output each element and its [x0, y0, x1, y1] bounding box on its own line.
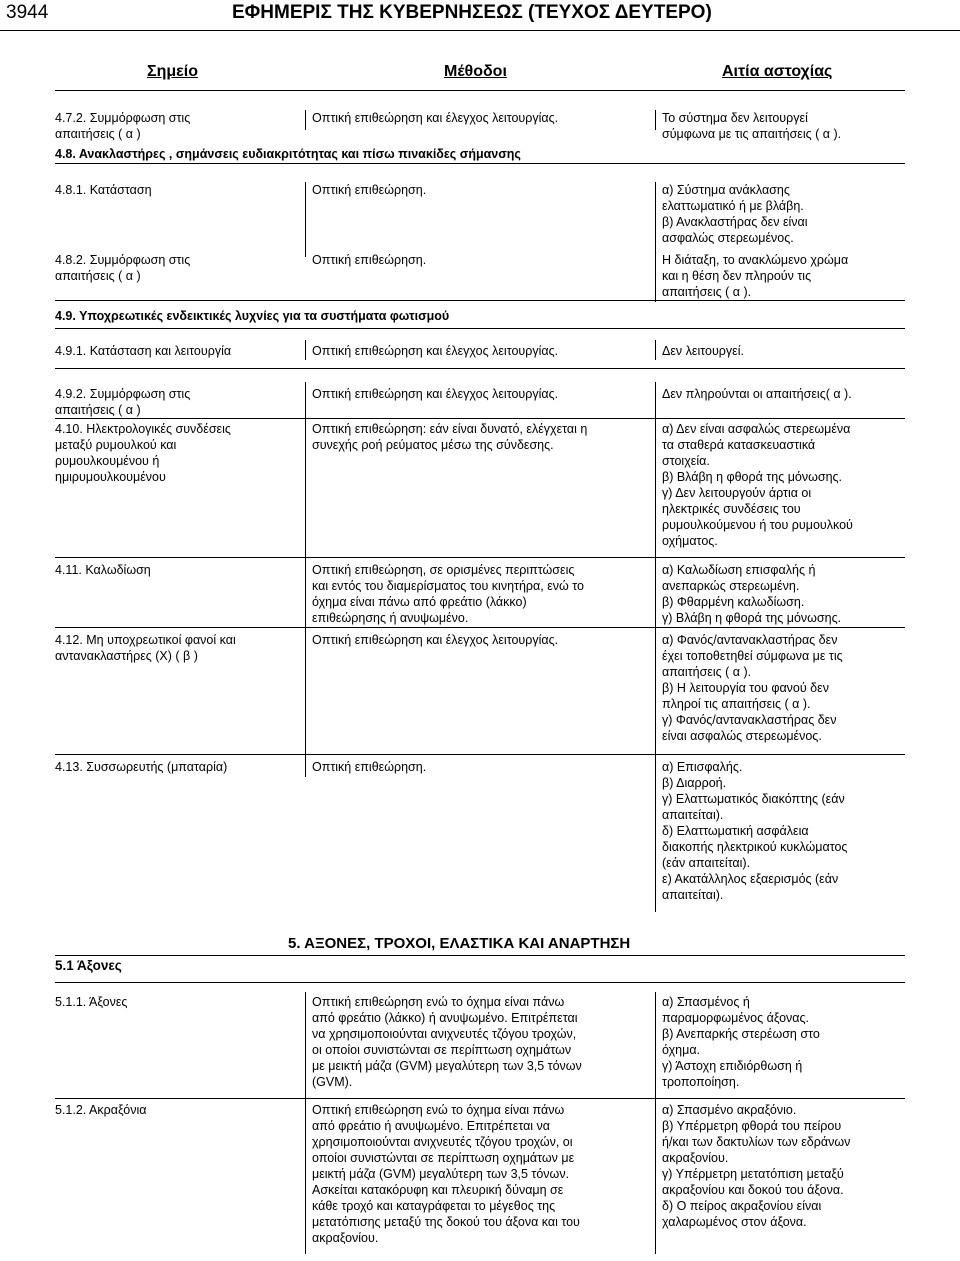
column-divider	[655, 992, 656, 1254]
row-rule	[55, 982, 905, 983]
point-4-7-2: 4.7.2. Συμμόρφωση στις απαιτήσεις ( α )	[55, 111, 191, 141]
method-4-9-2: Οπτική επιθεώρηση και έλεγχος λειτουργίας.	[312, 387, 559, 401]
section-heading-4-8: 4.8. Ανακλαστήρες , σημάνσεις ευδιακριτότητας και πίσω πινακίδες σήμανσης	[55, 147, 521, 161]
row-rule	[55, 955, 905, 956]
column-header-method: Μέθοδοι	[444, 63, 507, 80]
page-number: 3944	[6, 2, 49, 23]
row-rule	[55, 754, 905, 755]
method-4-9-1: Οπτική επιθεώρηση και έλεγχος λειτουργίας.	[312, 344, 559, 358]
method-4-11: Οπτική επιθεώρηση, σε ορισμένες περιπτώσεις και εντός του διαμερίσματος του κινητήρα, ενώ το όχημα είναι πάνω από φρεάτιο (λάκκο) επιθεώρησης ή ανυψωμένο.	[312, 563, 584, 625]
row-rule	[55, 300, 905, 301]
reason-4-12: α) Φανός/αντανακλαστήρας δεν έχει τοποθετηθεί σύμφωνα με τις απαιτήσεις ( α ). β) Η λειτουργία του φανού δεν πληροί τις απαιτήσεις ( α ). γ) Φανός/αντανακλαστήρας δεν είναι ασφαλώς στερεωμένος.	[662, 633, 843, 743]
reason-5-1-2: α) Σπασμένο ακραξόνιο. β) Υπέρμετρη φθορά του πείρου ή/και των δακτυλίων των εδράνων ακραξονίου. γ) Υπέρμετρη μετατόπιση μεταξύ ακραξονίου και δοκού του άξονα. δ) Ο πείρος ακραξονίου είναι χαλαρωμένος στον άξονα.	[662, 1103, 851, 1229]
row-rule	[55, 1098, 905, 1099]
point-4-13: 4.13. Συσσωρευτής (μπαταρία)	[55, 760, 228, 774]
point-5-1-2: 5.1.2. Ακραξόνια	[55, 1103, 147, 1117]
row-rule	[55, 627, 905, 628]
column-divider	[305, 110, 306, 130]
point-5-1-1: 5.1.1. Άξονες	[55, 995, 128, 1009]
column-divider	[305, 382, 306, 777]
method-4-13: Οπτική επιθεώρηση.	[312, 760, 427, 774]
reason-4-8-1: α) Σύστημα ανάκλασης ελαττωματικό ή με βλάβη. β) Ανακλαστήρας δεν είναι ασφαλώς στερεωμένος.	[662, 183, 808, 245]
method-5-1-2: Οπτική επιθεώρηση ενώ το όχημα είναι πάνω από φρεάτιο ή ανυψωμένο. Επιτρέπεται να χρησιμοποιούνται ανιχνευτές τζόγου τροχών, οι οποίοι συνιστώνται σε περίπτωση οχημάτων με μεικτή μάζα (GVM) μεγαλύτερη των 3,5 τόνων. Ασκείται κατακόρυφη και πλευρική δύναμη σε κάθε τροχό και καταγράφεται το μέγεθος της μετατόπισης μεταξύ της δοκού του άξονα και του ακραξονίου.	[312, 1103, 580, 1245]
chapter-heading-5: 5. ΑΞΟΝΕΣ, ΤΡΟΧΟΙ, ΕΛΑΣΤΙΚΑ ΚΑΙ ΑΝΑΡΤΗΣΗ	[288, 935, 631, 952]
method-4-8-1: Οπτική επιθεώρηση.	[312, 183, 427, 197]
reason-4-9-1: Δεν λειτουργεί.	[662, 344, 744, 358]
method-5-1-1: Οπτική επιθεώρηση ενώ το όχημα είναι πάνω από φρεάτιο (λάκκο) ή ανυψωμένο. Επιτρέπεται να χρησιμοποιούνται ανιχνευτές τζόγου τροχών, οι οποίοι συνιστώνται σε περίπτωση οχημάτων με μεικτή μάζα (GVM) μεγαλύτερη των 3,5 τόνων (GVM).	[312, 995, 582, 1089]
column-divider	[655, 182, 656, 302]
point-4-9-2: 4.9.2. Συμμόρφωση στις απαιτήσεις ( α )	[55, 387, 191, 417]
method-4-7-2: Οπτική επιθεώρηση και έλεγχος λειτουργίας.	[312, 111, 559, 125]
point-4-8-1: 4.8.1. Κατάσταση	[55, 183, 152, 197]
column-divider	[655, 340, 656, 360]
column-divider	[655, 382, 656, 912]
row-rule	[55, 368, 905, 369]
point-4-9-1: 4.9.1. Κατάσταση και λειτουργία	[55, 344, 232, 358]
reason-4-9-2: Δεν πληρούνται οι απαιτήσεις( α ).	[662, 387, 852, 401]
reason-4-8-2: Η διάταξη, το ανακλώμενο χρώμα και η θέση δεν πληρούν τις απαιτήσεις ( α ).	[662, 253, 849, 299]
header-rule	[0, 30, 960, 31]
row-rule	[55, 557, 905, 558]
gazette-title: ΕΦΗΜΕΡΙΣ ΤΗΣ ΚΥΒΕΡΝΗΣΕΩΣ (ΤΕΥΧΟΣ ΔΕΥΤΕΡΟ)	[232, 2, 712, 23]
header-bottom-rule	[55, 90, 905, 91]
point-4-8-2: 4.8.2. Συμμόρφωση στις απαιτήσεις ( α )	[55, 253, 191, 283]
section-heading-5-1: 5.1 Άξονες	[55, 958, 122, 973]
column-divider	[305, 182, 306, 257]
method-4-10: Οπτική επιθεώρηση: εάν είναι δυνατό, ελέγχεται η συνεχής ροή ρεύματος μέσω της σύνδεσης.	[312, 422, 588, 452]
point-4-10: 4.10. Ηλεκτρολογικές συνδέσεις μεταξύ ρυμουλκού και ρυμουλκουμένου ή ημιρυμουλκουμένου	[55, 422, 231, 484]
row-rule	[55, 163, 905, 164]
row-rule	[55, 418, 905, 419]
point-4-11: 4.11. Καλωδίωση	[55, 563, 151, 577]
column-divider	[655, 110, 656, 130]
column-header-point: Σημείο	[147, 63, 198, 80]
method-4-12: Οπτική επιθεώρηση και έλεγχος λειτουργίας.	[312, 633, 559, 647]
row-rule	[55, 328, 905, 329]
reason-4-7-2: Το σύστημα δεν λειτουργεί σύμφωνα με τις απαιτήσεις ( α ).	[662, 111, 842, 141]
reason-4-10: α) Δεν είναι ασφαλώς στερεωμένα τα σταθερά κατασκευαστικά στοιχεία. β) Βλάβη η φθορά της μόνωσης. γ) Δεν λειτουργούν άρτια οι ηλεκτρικές συνδέσεις του ρυμουλκούμενου ή του ρυμουλκού οχήματος.	[662, 422, 853, 548]
column-header-reason: Αιτία αστοχίας	[722, 63, 833, 80]
point-4-12: 4.12. Μη υποχρεωτικοί φανοί και αντανακλαστήρες (Χ) ( β )	[55, 633, 236, 663]
section-heading-4-9: 4.9. Υποχρεωτικές ενδεικτικές λυχνίες για τα συστήματα φωτισμού	[55, 309, 450, 323]
column-divider	[305, 340, 306, 360]
reason-4-11: α) Καλωδίωση επισφαλής ή ανεπαρκώς στερεωμένη. β) Φθαρμένη καλωδίωση. γ) Βλάβη η φθορά της μόνωσης.	[662, 563, 842, 625]
column-divider	[305, 992, 306, 1254]
reason-4-13: α) Επισφαλής. β) Διαρροή. γ) Ελαττωματικός διακόπτης (εάν απαιτείται). δ) Ελαττωματική ασφάλεια διακοπής ηλεκτρικού κυκλώματος (εάν απαιτείται). ε) Ακατάλληλος εξαερισμός (εάν απαιτείται).	[662, 760, 848, 902]
reason-5-1-1: α) Σπασμένος ή παραμορφωμένος άξονας. β) Ανεπαρκής στερέωση στο όχημα. γ) Άστοχη επιδιόρθωση ή τροποποίηση.	[662, 995, 820, 1089]
method-4-8-2: Οπτική επιθεώρηση.	[312, 253, 427, 267]
